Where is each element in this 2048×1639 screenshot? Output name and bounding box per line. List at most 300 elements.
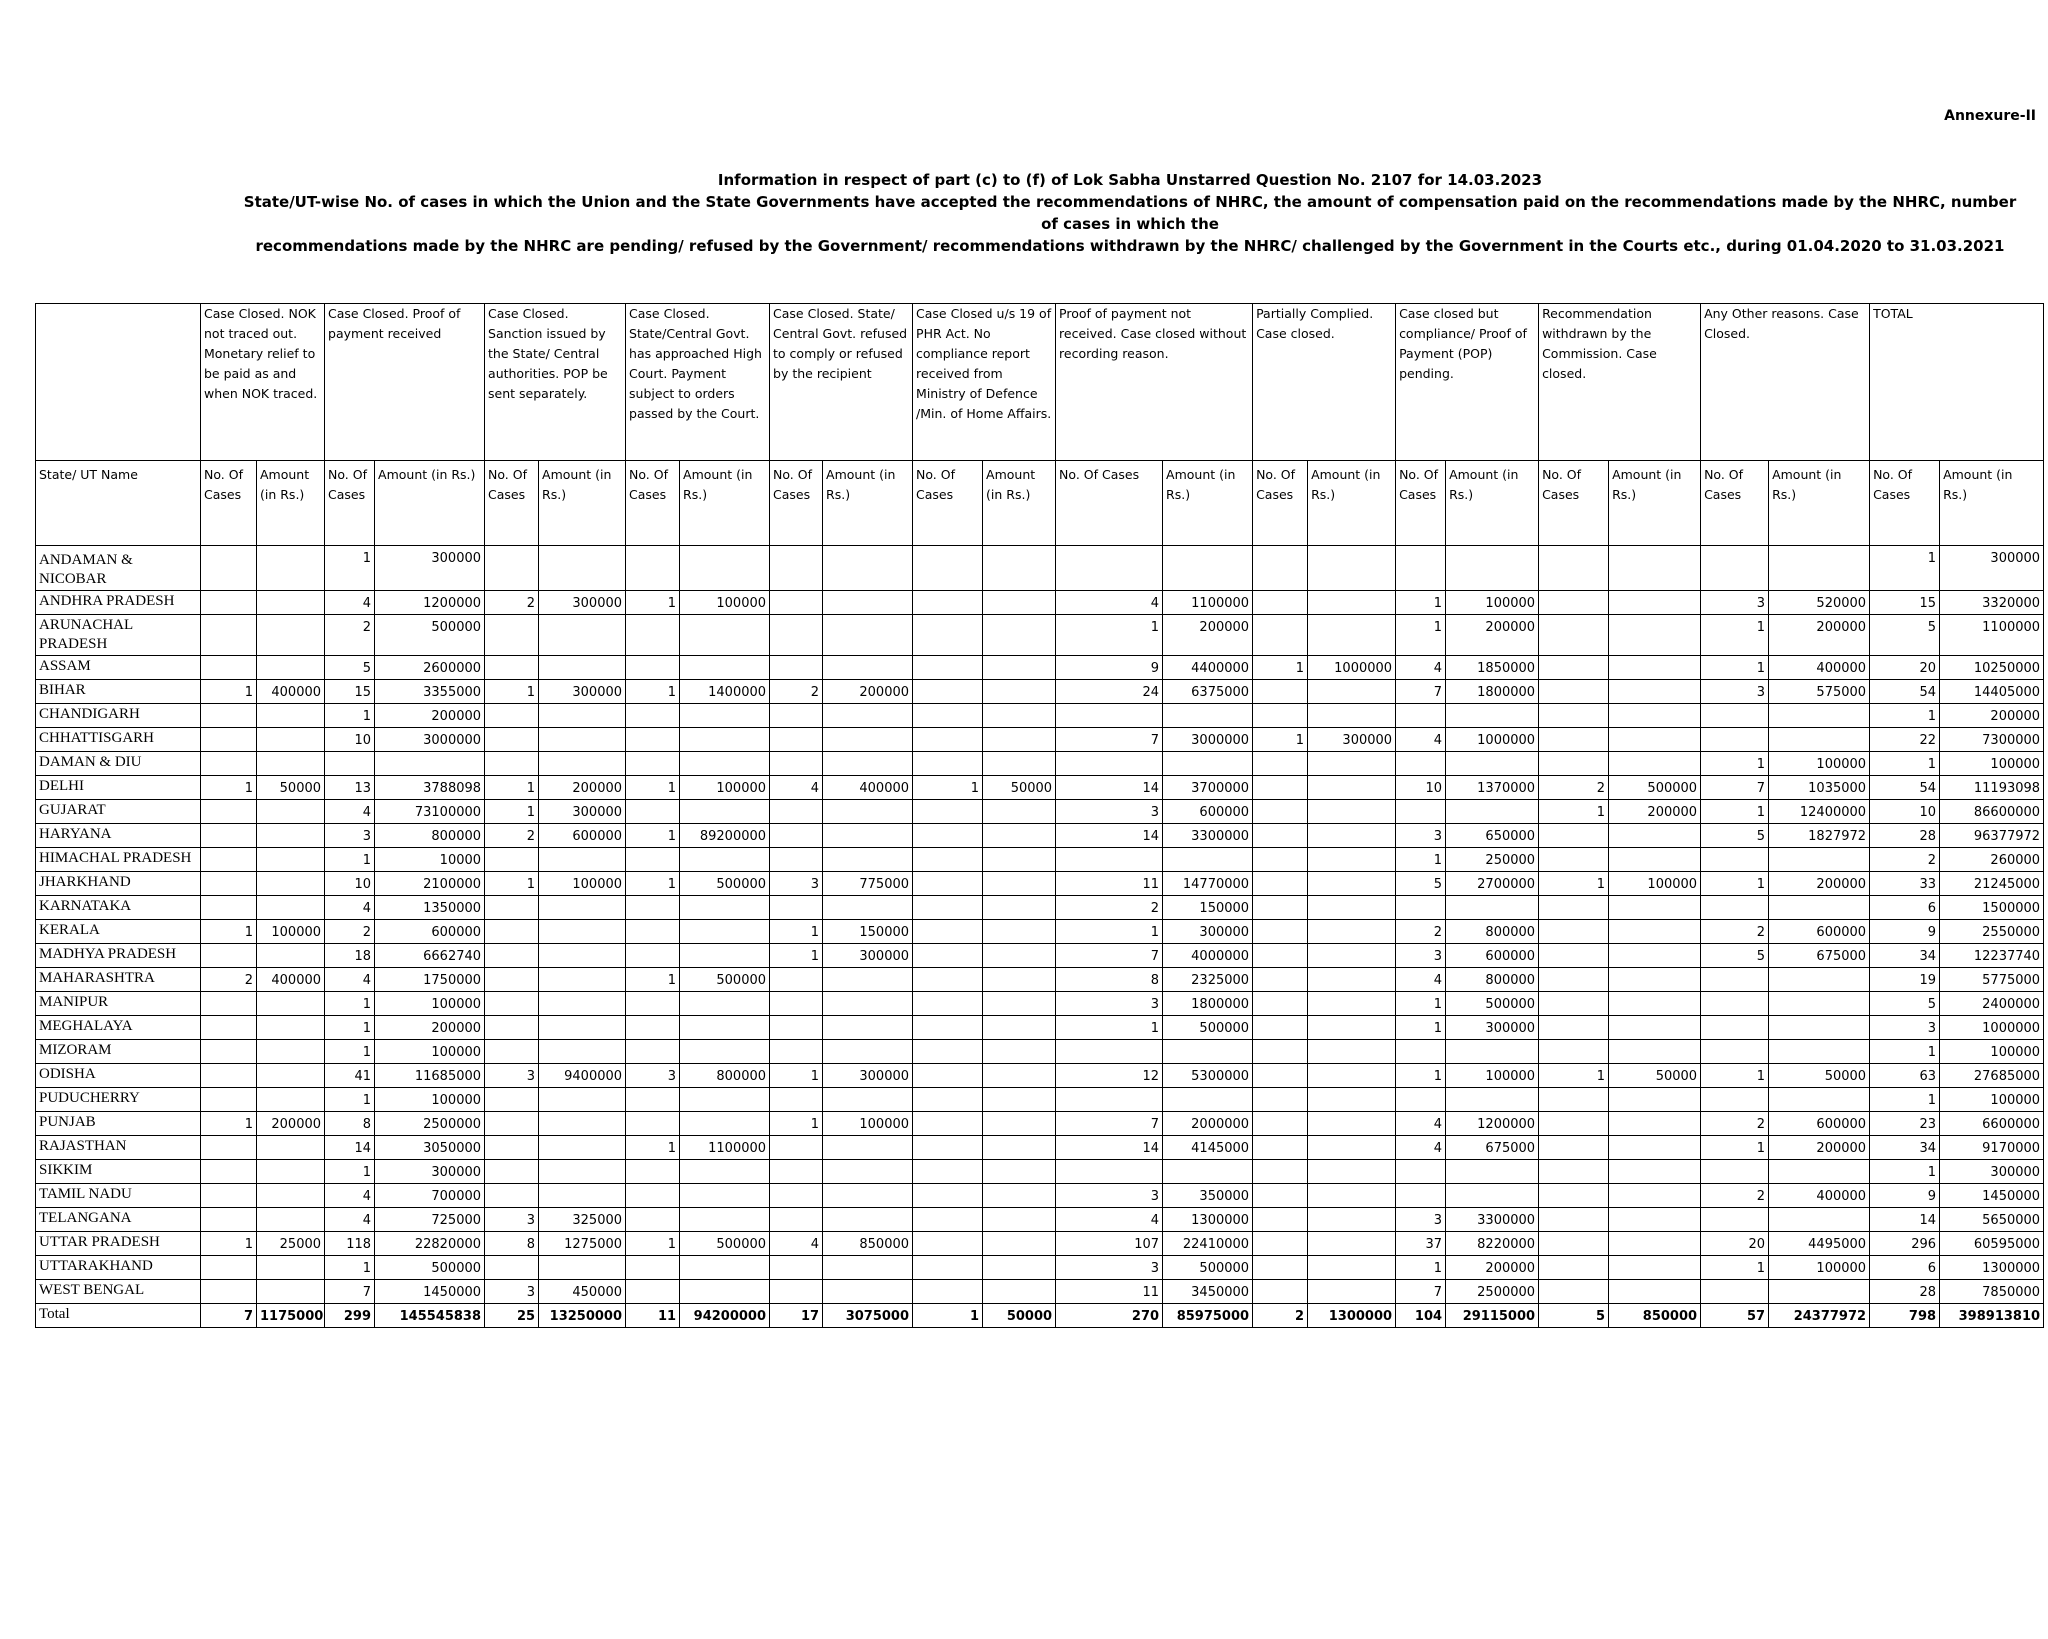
cases-cell: [201, 1064, 257, 1088]
amount-column-header: Amount (in Rs.): [1769, 461, 1870, 546]
cases-cell: 5: [1701, 824, 1769, 848]
cases-cell: [201, 1256, 257, 1280]
cases-cell: [1056, 848, 1163, 872]
cases-cell: [485, 896, 539, 920]
cases-cell: [1701, 1088, 1769, 1112]
cases-cell: 34: [1870, 1136, 1940, 1160]
cases-cell: 1: [1539, 800, 1609, 824]
amount-cell: 500000: [1163, 1016, 1253, 1040]
amount-cell: 2400000: [1940, 992, 2044, 1016]
amount-cell: [983, 591, 1056, 615]
cases-cell: [201, 944, 257, 968]
cases-cell: 1: [913, 1304, 983, 1328]
cases-cell: 2: [1396, 920, 1446, 944]
amount-cell: 260000: [1940, 848, 2044, 872]
amount-cell: [680, 1184, 770, 1208]
amount-cell: 14405000: [1940, 680, 2044, 704]
cases-cell: 1: [1056, 615, 1163, 656]
amount-cell: 200000: [1163, 615, 1253, 656]
cases-cell: [913, 800, 983, 824]
amount-cell: [680, 1112, 770, 1136]
amount-cell: [539, 1160, 626, 1184]
amount-cell: [1609, 1112, 1701, 1136]
amount-cell: [983, 824, 1056, 848]
cases-cell: 2: [485, 824, 539, 848]
amount-cell: 300000: [1163, 920, 1253, 944]
amount-cell: [1308, 704, 1396, 728]
amount-cell: [1446, 704, 1539, 728]
amount-cell: [983, 1280, 1056, 1304]
state-name: UTTARAKHAND: [36, 1256, 201, 1280]
cases-cell: [201, 704, 257, 728]
amount-cell: 500000: [680, 968, 770, 992]
cases-cell: [1539, 615, 1609, 656]
amount-cell: [257, 1280, 325, 1304]
cases-cell: 2: [1701, 920, 1769, 944]
amount-column-header: Amount (in Rs.): [823, 461, 913, 546]
amount-cell: [983, 1208, 1056, 1232]
state-name: MANIPUR: [36, 992, 201, 1016]
cases-cell: [913, 728, 983, 752]
cases-cell: [1253, 776, 1308, 800]
amount-cell: [1769, 1016, 1870, 1040]
amount-cell: 3450000: [1163, 1280, 1253, 1304]
cases-cell: 1: [485, 800, 539, 824]
state-name: HARYANA: [36, 824, 201, 848]
cases-column-header: No. Of Cases: [201, 461, 257, 546]
amount-cell: [1163, 848, 1253, 872]
cases-cell: [485, 1184, 539, 1208]
amount-cell: 3320000: [1940, 591, 2044, 615]
state-column-header: State/ UT Name: [36, 461, 201, 546]
cases-cell: [1056, 1088, 1163, 1112]
cases-cell: [913, 1184, 983, 1208]
amount-cell: 5300000: [1163, 1064, 1253, 1088]
amount-cell: [983, 615, 1056, 656]
cases-cell: [1056, 704, 1163, 728]
amount-cell: [823, 656, 913, 680]
amount-cell: 250000: [1446, 848, 1539, 872]
amount-cell: [257, 992, 325, 1016]
amount-cell: [1769, 1208, 1870, 1232]
amount-column-header: Amount (in Rs.): [1308, 461, 1396, 546]
cases-cell: 1: [1396, 591, 1446, 615]
cases-cell: [770, 1256, 823, 1280]
cases-cell: [770, 546, 823, 591]
cases-cell: [485, 1256, 539, 1280]
amount-cell: 145545838: [375, 1304, 485, 1328]
amount-cell: [1609, 680, 1701, 704]
document-title: [240, 169, 2020, 257]
amount-cell: 1300000: [1308, 1304, 1396, 1328]
cases-cell: [1539, 728, 1609, 752]
amount-cell: [1308, 896, 1396, 920]
amount-cell: [1769, 1088, 1870, 1112]
amount-cell: 73100000: [375, 800, 485, 824]
amount-column-header: Amount (in Rs.): [983, 461, 1056, 546]
cases-cell: [1396, 752, 1446, 776]
cases-cell: 10: [325, 728, 375, 752]
cases-cell: 23: [1870, 1112, 1940, 1136]
amount-cell: 400000: [1769, 656, 1870, 680]
amount-cell: 1035000: [1769, 776, 1870, 800]
amount-cell: [1308, 992, 1396, 1016]
amount-cell: [680, 656, 770, 680]
cases-cell: [201, 656, 257, 680]
amount-cell: 11685000: [375, 1064, 485, 1088]
cases-column-header: No. Of Cases: [770, 461, 823, 546]
amount-cell: [983, 1232, 1056, 1256]
cases-cell: 1: [1539, 1064, 1609, 1088]
amount-cell: 775000: [823, 872, 913, 896]
cases-cell: [485, 704, 539, 728]
amount-cell: [983, 704, 1056, 728]
cases-cell: 25: [485, 1304, 539, 1328]
cases-cell: [770, 1136, 823, 1160]
cases-cell: [626, 1280, 680, 1304]
cases-cell: [485, 1160, 539, 1184]
amount-cell: 12237740: [1940, 944, 2044, 968]
cases-cell: 2: [1056, 896, 1163, 920]
amount-cell: [983, 728, 1056, 752]
cases-cell: [1539, 1208, 1609, 1232]
amount-cell: [1446, 1088, 1539, 1112]
amount-cell: [257, 1208, 325, 1232]
cases-cell: [1539, 680, 1609, 704]
cases-cell: [626, 992, 680, 1016]
cases-cell: 7: [1396, 680, 1446, 704]
amount-cell: 13250000: [539, 1304, 626, 1328]
cases-cell: [770, 1160, 823, 1184]
amount-cell: [1308, 1016, 1396, 1040]
cases-cell: [485, 1136, 539, 1160]
amount-cell: 200000: [1940, 704, 2044, 728]
amount-cell: 25000: [257, 1232, 325, 1256]
cases-cell: 1: [1396, 848, 1446, 872]
amount-cell: 7850000: [1940, 1280, 2044, 1304]
cases-cell: [913, 1232, 983, 1256]
cases-cell: [485, 848, 539, 872]
cases-cell: [626, 656, 680, 680]
state-name: GUJARAT: [36, 800, 201, 824]
cases-cell: [485, 1016, 539, 1040]
amount-cell: 300000: [823, 1064, 913, 1088]
cases-cell: [1253, 1136, 1308, 1160]
state-name: CHANDIGARH: [36, 704, 201, 728]
table-row: [36, 1016, 2044, 1040]
cases-cell: [1539, 944, 1609, 968]
amount-cell: [1609, 1088, 1701, 1112]
state-name: KARNATAKA: [36, 896, 201, 920]
amount-cell: [1308, 1208, 1396, 1232]
cases-cell: [1539, 1160, 1609, 1184]
group-header: TOTAL: [1870, 304, 2044, 461]
amount-cell: 1850000: [1446, 656, 1539, 680]
cases-cell: 1: [485, 680, 539, 704]
amount-cell: [1163, 1160, 1253, 1184]
state-name: ASSAM: [36, 656, 201, 680]
amount-cell: 1500000: [1940, 896, 2044, 920]
cases-cell: 104: [1396, 1304, 1446, 1328]
table-row: [36, 800, 2044, 824]
cases-cell: [1396, 1040, 1446, 1064]
amount-cell: [1163, 1088, 1253, 1112]
amount-cell: [680, 896, 770, 920]
amount-cell: [823, 1208, 913, 1232]
amount-column-header: Amount (in Rs.): [257, 461, 325, 546]
amount-cell: [539, 1112, 626, 1136]
amount-cell: 300000: [1940, 546, 2044, 591]
cases-cell: [1253, 1016, 1308, 1040]
cases-cell: [201, 848, 257, 872]
cases-cell: 14: [1056, 776, 1163, 800]
cases-cell: 118: [325, 1232, 375, 1256]
cases-cell: 1: [325, 546, 375, 591]
amount-cell: 300000: [375, 1160, 485, 1184]
amount-cell: 600000: [539, 824, 626, 848]
cases-cell: 9: [1056, 656, 1163, 680]
cases-cell: [201, 1040, 257, 1064]
amount-cell: [1308, 872, 1396, 896]
amount-cell: 675000: [1769, 944, 1870, 968]
cases-cell: 299: [325, 1304, 375, 1328]
amount-cell: [823, 824, 913, 848]
amount-cell: 50000: [983, 776, 1056, 800]
state-name: DELHI: [36, 776, 201, 800]
cases-cell: [626, 1208, 680, 1232]
cases-cell: [201, 896, 257, 920]
amount-cell: 725000: [375, 1208, 485, 1232]
amount-cell: [539, 1088, 626, 1112]
amount-cell: [983, 1040, 1056, 1064]
amount-cell: 6375000: [1163, 680, 1253, 704]
cases-cell: [913, 752, 983, 776]
amount-cell: [1308, 1040, 1396, 1064]
amount-cell: [539, 896, 626, 920]
group-header-row: [36, 304, 2044, 461]
amount-cell: [1446, 1040, 1539, 1064]
amount-cell: 500000: [375, 1256, 485, 1280]
cases-cell: 3: [1396, 824, 1446, 848]
cases-cell: [1539, 1040, 1609, 1064]
amount-cell: 600000: [1769, 1112, 1870, 1136]
cases-cell: [1396, 800, 1446, 824]
amount-cell: [1308, 1112, 1396, 1136]
cases-cell: 1: [1701, 800, 1769, 824]
amount-cell: [1609, 1256, 1701, 1280]
amount-cell: [539, 1016, 626, 1040]
amount-cell: 1300000: [1163, 1208, 1253, 1232]
amount-cell: [1609, 656, 1701, 680]
cases-cell: [1539, 1088, 1609, 1112]
cases-cell: 4: [1396, 656, 1446, 680]
amount-cell: 150000: [1163, 896, 1253, 920]
amount-cell: 50000: [257, 776, 325, 800]
cases-cell: [1253, 944, 1308, 968]
amount-cell: [539, 1256, 626, 1280]
table-row: [36, 1208, 2044, 1232]
amount-cell: [257, 944, 325, 968]
cases-cell: [1253, 1280, 1308, 1304]
amount-cell: [1609, 920, 1701, 944]
amount-cell: [1609, 615, 1701, 656]
group-header: Any Other reasons. Case Closed.: [1701, 304, 1870, 461]
table-row: [36, 1256, 2044, 1280]
cases-cell: [770, 992, 823, 1016]
cases-cell: 5: [1701, 944, 1769, 968]
amount-cell: [680, 1160, 770, 1184]
cases-cell: [485, 752, 539, 776]
state-name: JHARKHAND: [36, 872, 201, 896]
amount-cell: 200000: [375, 704, 485, 728]
cases-column-header: No. Of Cases: [1253, 461, 1308, 546]
cases-cell: 1: [1870, 1040, 1940, 1064]
cases-cell: 10: [1396, 776, 1446, 800]
amount-cell: 200000: [1446, 615, 1539, 656]
cases-cell: 8: [1056, 968, 1163, 992]
cases-cell: 4: [1056, 1208, 1163, 1232]
cases-cell: 1: [626, 872, 680, 896]
cases-cell: 1: [1253, 656, 1308, 680]
amount-cell: [1446, 1184, 1539, 1208]
amount-cell: [983, 1064, 1056, 1088]
cases-cell: [626, 1256, 680, 1280]
cases-cell: 1: [626, 968, 680, 992]
amount-cell: 2700000: [1446, 872, 1539, 896]
amount-cell: [1163, 752, 1253, 776]
amount-cell: [823, 704, 913, 728]
cases-cell: 1: [626, 1136, 680, 1160]
cases-cell: [770, 1088, 823, 1112]
cases-cell: [1539, 1016, 1609, 1040]
amount-cell: 1175000: [257, 1304, 325, 1328]
cases-column-header: No. Of Cases: [485, 461, 539, 546]
amount-cell: [1609, 848, 1701, 872]
cases-cell: 4: [325, 896, 375, 920]
amount-cell: 398913810: [1940, 1304, 2044, 1328]
cases-cell: 1: [201, 776, 257, 800]
cases-cell: 10: [1870, 800, 1940, 824]
cases-cell: [626, 615, 680, 656]
amount-cell: 100000: [1446, 1064, 1539, 1088]
amount-cell: 4495000: [1769, 1232, 1870, 1256]
table-row: [36, 776, 2044, 800]
amount-cell: [257, 1088, 325, 1112]
amount-cell: 2000000: [1163, 1112, 1253, 1136]
cases-cell: 7: [1056, 1112, 1163, 1136]
amount-cell: 100000: [257, 920, 325, 944]
amount-cell: [257, 872, 325, 896]
amount-cell: [1308, 848, 1396, 872]
cases-cell: [626, 1112, 680, 1136]
cases-cell: 4: [325, 1184, 375, 1208]
amount-cell: 22820000: [375, 1232, 485, 1256]
cases-cell: [1396, 896, 1446, 920]
cases-cell: [913, 920, 983, 944]
amount-cell: [1769, 704, 1870, 728]
amount-cell: 100000: [680, 591, 770, 615]
amount-cell: 3050000: [375, 1136, 485, 1160]
amount-cell: [983, 1016, 1056, 1040]
cases-cell: 12: [1056, 1064, 1163, 1088]
amount-cell: 600000: [1769, 920, 1870, 944]
amount-cell: [539, 615, 626, 656]
amount-cell: [1769, 848, 1870, 872]
amount-cell: [1769, 968, 1870, 992]
cases-cell: 1: [626, 776, 680, 800]
amount-cell: [257, 1064, 325, 1088]
cases-cell: 3: [485, 1064, 539, 1088]
amount-cell: 200000: [375, 1016, 485, 1040]
amount-cell: [257, 1016, 325, 1040]
cases-cell: 1: [1701, 1136, 1769, 1160]
amount-cell: [823, 1088, 913, 1112]
cases-cell: [1539, 704, 1609, 728]
amount-cell: 500000: [1609, 776, 1701, 800]
cases-cell: [1539, 546, 1609, 591]
amount-cell: [1308, 1256, 1396, 1280]
amount-cell: 100000: [1940, 1040, 2044, 1064]
cases-cell: [1253, 1064, 1308, 1088]
amount-cell: [1308, 1184, 1396, 1208]
amount-cell: 1300000: [1940, 1256, 2044, 1280]
amount-cell: 600000: [1446, 944, 1539, 968]
cases-cell: 7: [325, 1280, 375, 1304]
amount-cell: [823, 1256, 913, 1280]
group-header: Case Closed u/s 19 of PHR Act. No compliance report received from Ministry of Defence /Min. of Home Affairs.: [913, 304, 1056, 461]
amount-cell: [1308, 680, 1396, 704]
amount-cell: 6600000: [1940, 1112, 2044, 1136]
amount-cell: 1400000: [680, 680, 770, 704]
amount-cell: [680, 728, 770, 752]
sub-header-row: [36, 461, 2044, 546]
cases-cell: [1396, 704, 1446, 728]
cases-cell: [201, 992, 257, 1016]
amount-cell: 1100000: [1163, 591, 1253, 615]
cases-cell: [201, 1208, 257, 1232]
amount-cell: [257, 1040, 325, 1064]
amount-cell: [1609, 1160, 1701, 1184]
cases-cell: [913, 680, 983, 704]
cases-cell: [485, 546, 539, 591]
cases-cell: 4: [1056, 591, 1163, 615]
amount-cell: 100000: [375, 1040, 485, 1064]
table-row: [36, 920, 2044, 944]
cases-cell: [1701, 968, 1769, 992]
group-header: Case Closed. Proof of payment received: [325, 304, 485, 461]
cases-cell: 15: [325, 680, 375, 704]
cases-cell: [1539, 896, 1609, 920]
state-name: MAHARASHTRA: [36, 968, 201, 992]
amount-cell: [1769, 1160, 1870, 1184]
cases-cell: [485, 1112, 539, 1136]
cases-cell: 1: [1056, 1016, 1163, 1040]
group-header: Case Closed. NOK not traced out. Monetary relief to be paid as and when NOK traced.: [201, 304, 325, 461]
amount-cell: 100000: [539, 872, 626, 896]
cases-cell: [201, 824, 257, 848]
state-name: PUDUCHERRY: [36, 1088, 201, 1112]
cases-cell: 7: [1396, 1280, 1446, 1304]
amount-cell: [983, 992, 1056, 1016]
amount-cell: [823, 848, 913, 872]
cases-cell: [626, 728, 680, 752]
cases-cell: [1253, 1088, 1308, 1112]
cases-cell: [1253, 1040, 1308, 1064]
amount-cell: [680, 1280, 770, 1304]
cases-cell: 4: [325, 800, 375, 824]
amount-cell: [257, 896, 325, 920]
amount-cell: [1769, 896, 1870, 920]
